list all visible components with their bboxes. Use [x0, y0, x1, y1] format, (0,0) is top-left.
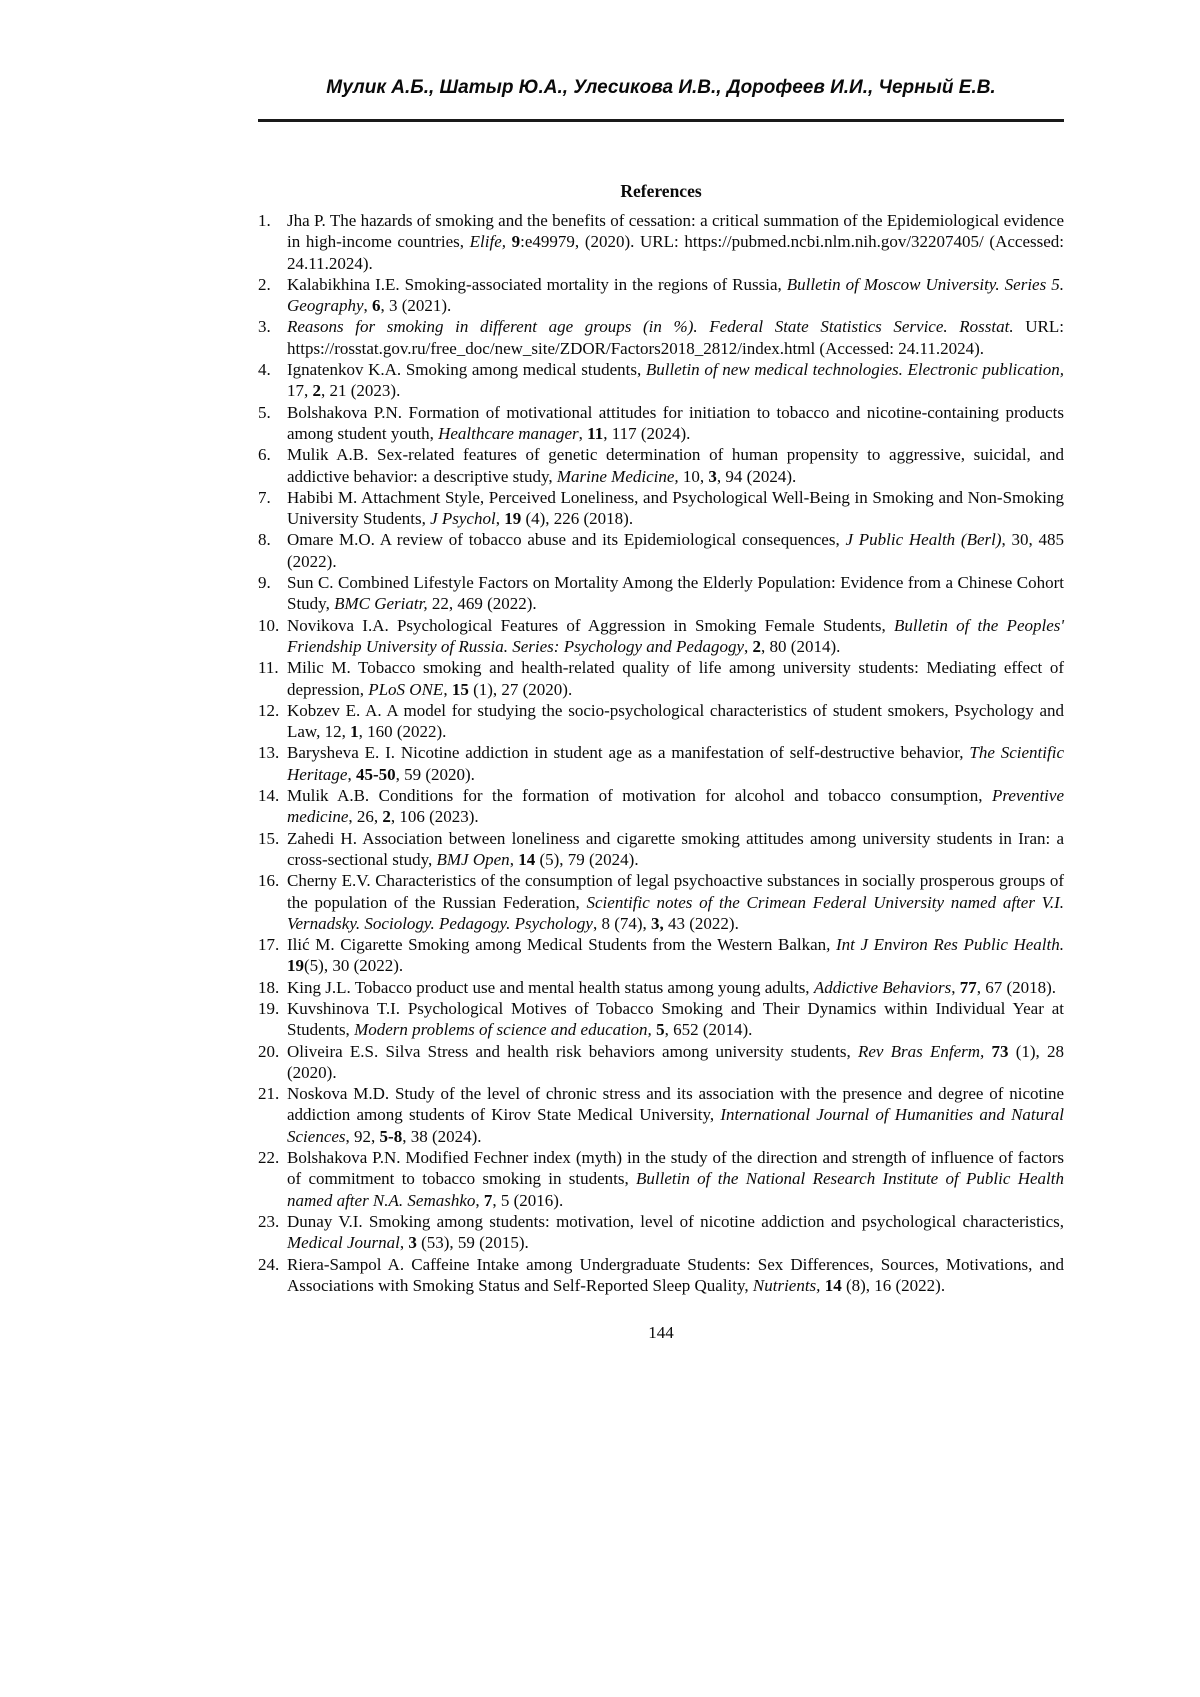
- reference-number: 8.: [258, 530, 271, 550]
- reference-text: Milic M. Tobacco smoking and health-related quality of life among university students: Mediating effect of depression, PLoS ONE, 15 (1), 27 (2020).: [287, 658, 1064, 699]
- reference-text: Reasons for smoking in different age groups (in %). Federal State Statistics Service. Rosstat. URL: https://rosstat.gov.ru/free_doc/new_site/ZDOR/Factors2018_2812/index.html (Accessed: 24.11.2024).: [287, 317, 1064, 358]
- reference-number: 19.: [258, 998, 280, 1018]
- reference-text: Kalabikhina I.E. Smoking-associated mortality in the regions of Russia, Bulletin of Moscow University. Series 5. Geography, 6, 3 (2021).: [287, 274, 1064, 316]
- reference-text: Oliveira E.S. Silva Stress and health risk behaviors among university students, Rev Bras Enferm, 73 (1), 28 (2020).: [287, 1041, 1065, 1082]
- reference-text: Kuvshinova T.I. Psychological Motives of Tobacco Smoking and Their Dynamics within Individual Year at Students, Modern problems of science and education, 5, 652 (2014).: [287, 998, 1064, 1040]
- reference-text: Noskova M.D. Study of the level of chronic stress and its association with the presence and degree of nicotine addiction among students of Kirov State Medical University, International Journal of Humanities and Natural Sciences, 92, 5-8, 38 (2024).: [287, 1084, 1064, 1146]
- reference-item: [258, 934, 1064, 977]
- reference-number: 13.: [258, 743, 280, 763]
- reference-text: King J.L. Tobacco product use and mental health status among young adults, Addictive Behaviors, 77, 67 (2018).: [287, 977, 1057, 997]
- reference-item: [258, 657, 1064, 700]
- reference-text: Bolshakova P.N. Modified Fechner index (myth) in the study of the direction and strength of influence of factors of commitment to tobacco smoking in students, Bulletin of the National Research Institute of Public Health named after N.A. Semashko, 7, 5 (2016).: [287, 1148, 1064, 1210]
- reference-text: Ignatenkov K.A. Smoking among medical students, Bulletin of new medical technologies. Electronic publication, 17, 2, 21 (2023).: [287, 360, 1065, 401]
- reference-item: [258, 615, 1064, 658]
- reference-number: 14.: [258, 786, 280, 806]
- page-content: [258, 0, 1064, 1296]
- reference-item: [258, 529, 1064, 572]
- reference-text: Bolshakova P.N. Formation of motivational attitudes for initiation to tobacco and nicotine-containing products among student youth, Healthcare manager, 11, 117 (2024).: [287, 402, 1064, 443]
- reference-item: [258, 742, 1064, 785]
- reference-number: 18.: [258, 977, 280, 997]
- reference-text: Ilić M. Cigarette Smoking among Medical Students from the Western Balkan, Int J Environ Res Public Health. 19(5), 30 (2022).: [287, 935, 1064, 976]
- reference-number: 24.: [258, 1254, 280, 1274]
- references-heading: References: [620, 181, 702, 201]
- page-number: 144: [648, 1323, 674, 1342]
- reference-text: Barysheva E. I. Nicotine addiction in student age as a manifestation of self-destructive behavior, The Scientific Heritage, 45-50, 59 (2020).: [287, 743, 1064, 784]
- reference-item: [258, 210, 1064, 274]
- reference-item: [258, 700, 1064, 743]
- reference-number: 17.: [258, 935, 280, 955]
- reference-item: [258, 572, 1064, 615]
- reference-number: 12.: [258, 700, 280, 720]
- references-list: [258, 210, 1064, 1296]
- reference-text: Novikova I.A. Psychological Features of Aggression in Smoking Female Students, Bulletin of the Peoples' Friendship University of Russia. Series: Psychology and Pedagogy, 2, 80 (2014).: [287, 615, 1065, 656]
- reference-number: 11.: [258, 658, 279, 678]
- reference-item: [258, 870, 1064, 934]
- reference-number: 2.: [258, 274, 271, 294]
- reference-number: 7.: [258, 487, 271, 507]
- reference-number: 1.: [258, 211, 271, 230]
- reference-text: Jha P. The hazards of smoking and the benefits of cessation: a critical summation of the Epidemiological evidence in high-income countries, Elife, 9:e49979, (2020). URL: https://pubmed.ncbi.nlm.nih.gov/32207405/ (Accessed: 24.11.2024).: [287, 211, 1064, 273]
- reference-item: [258, 998, 1064, 1041]
- reference-item: [258, 1147, 1064, 1211]
- reference-item: [258, 1041, 1064, 1084]
- reference-text: Zahedi H. Association between loneliness and cigarette smoking attitudes among university students in Iran: a cross-sectional study, BMJ Open, 14 (5), 79 (2024).: [287, 828, 1064, 869]
- reference-text: Kobzev E. A. A model for studying the socio-psychological characteristics of student smokers, Psychology and Law, 12, 1, 160 (2022).: [287, 700, 1064, 742]
- reference-text: Cherny E.V. Characteristics of the consumption of legal psychoactive substances in socially prosperous groups of the population of the Russian Federation, Scientific notes of the Crimean Federal University named after V.I. Vernadsky. Sociology. Pedagogy. Psychology, 8 (74), 3, 43 (2022).: [287, 871, 1065, 933]
- reference-number: 22.: [258, 1148, 280, 1168]
- reference-number: 10.: [258, 615, 280, 635]
- reference-item: [258, 828, 1064, 871]
- reference-item: [258, 1083, 1064, 1147]
- reference-text: Habibi M. Attachment Style, Perceived Loneliness, and Psychological Well-Being in Smoking and Non-Smoking University Students, J Psychol, 19 (4), 226 (2018).: [287, 487, 1064, 529]
- reference-number: 23.: [258, 1211, 280, 1231]
- header-divider-rule: [258, 119, 1064, 122]
- reference-text: Omare M.O. A review of tobacco abuse and its Epidemiological consequences, J Public Health (Berl), 30, 485 (2022).: [287, 530, 1065, 571]
- reference-item: [258, 1211, 1064, 1254]
- reference-text: Riera-Sampol A. Caffeine Intake among Undergraduate Students: Sex Differences, Sources, Motivations, and Associations with Smoking Status and Self-Reported Sleep Quality, Nutrients, 14 (8), 16 (2022).: [287, 1254, 1064, 1295]
- reference-item: [258, 359, 1064, 402]
- running-head-authors: Мулик А.Б., Шатыр Ю.А., Улесикова И.В., Дорофеев И.И., Черный Е.В.: [326, 77, 996, 98]
- reference-item: [258, 1254, 1064, 1297]
- reference-number: 6.: [258, 445, 271, 465]
- reference-text: Sun C. Combined Lifestyle Factors on Mortality Among the Elderly Population: Evidence from a Chinese Cohort Study, BMC Geriatr, 22, 469 (2022).: [287, 573, 1064, 614]
- reference-number: 15.: [258, 828, 280, 848]
- reference-item: [258, 977, 1064, 998]
- reference-text: Mulik A.B. Sex-related features of genetic determination of human propensity to aggressive, suicidal, and addictive behavior: a descriptive study, Marine Medicine, 10, 3, 94 (2024).: [287, 445, 1064, 486]
- reference-number: 16.: [258, 871, 280, 891]
- reference-number: 21.: [258, 1084, 280, 1104]
- reference-number: 4.: [258, 360, 271, 380]
- reference-item: [258, 444, 1064, 487]
- reference-item: [258, 316, 1064, 359]
- reference-text: Mulik A.B. Conditions for the formation of motivation for alcohol and tobacco consumption, Preventive medicine, 26, 2, 106 (2023).: [287, 786, 1064, 827]
- reference-item: [258, 402, 1064, 445]
- reference-item: [258, 785, 1064, 828]
- reference-item: [258, 487, 1064, 530]
- reference-number: 3.: [258, 317, 271, 337]
- reference-text: Dunay V.I. Smoking among students: motivation, level of nicotine addiction and psychological characteristics, Medical Journal, 3 (53), 59 (2015).: [287, 1211, 1064, 1253]
- reference-number: 5.: [258, 402, 271, 422]
- reference-item: [258, 274, 1064, 317]
- reference-number: 20.: [258, 1041, 280, 1061]
- reference-number: 9.: [258, 573, 271, 593]
